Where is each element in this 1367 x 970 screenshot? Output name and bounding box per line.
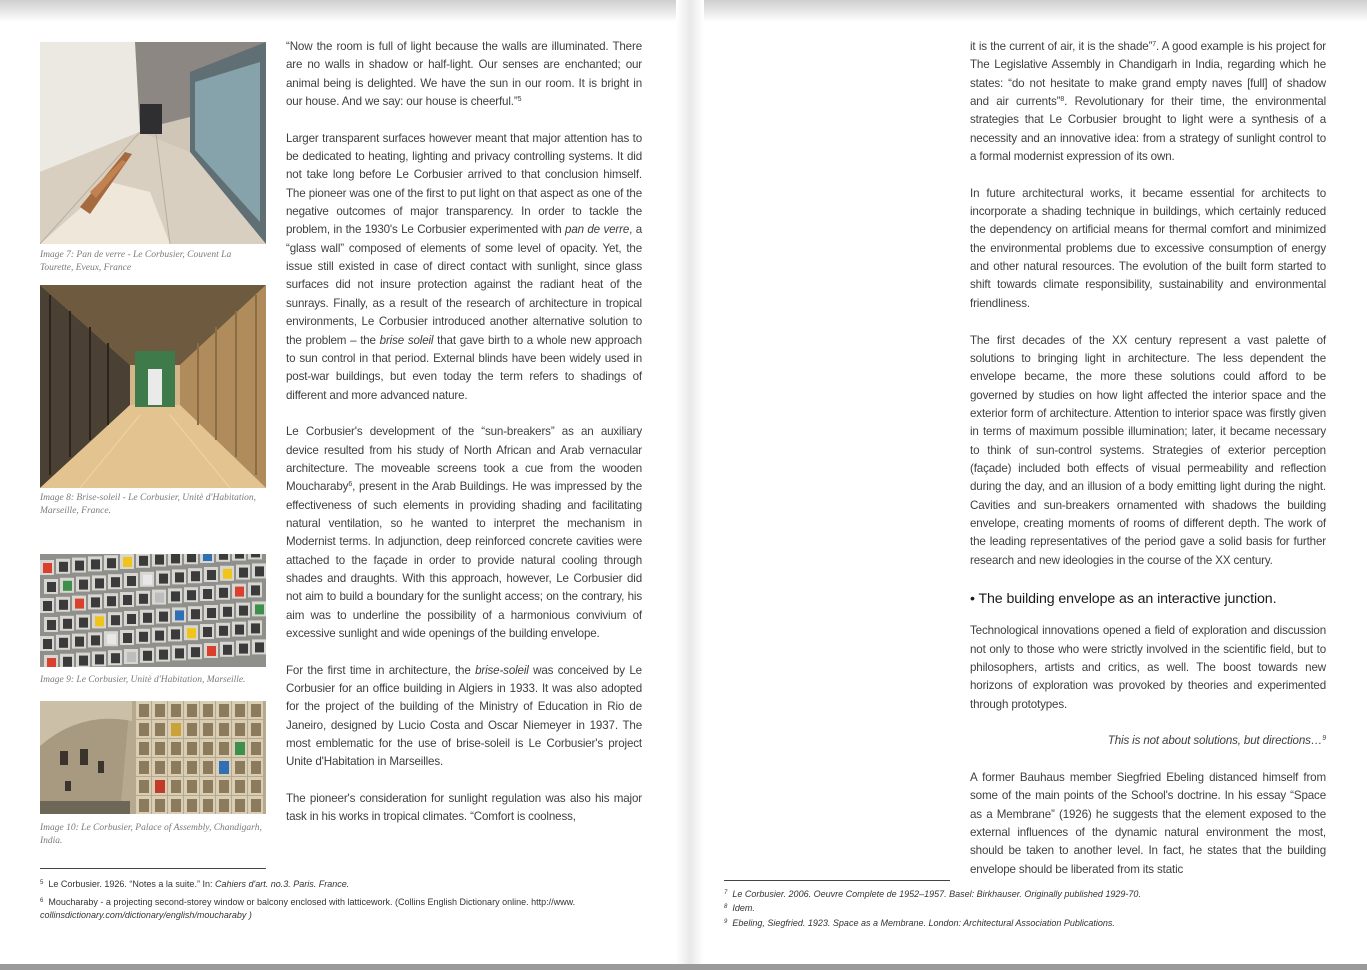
caption-image-8: Image 8: Brise-soleil - Le Corbusier, Unitè d'Habitation, Marseille, France. bbox=[40, 493, 257, 516]
paragraph: The pioneer's consideration for sunlight regulation was also his major task in his works in tropical climates. “Comfort is coolness, bbox=[286, 792, 642, 824]
epigraph-quote: This is not about solutions, but directions…$^9$ bbox=[1107, 734, 1326, 748]
paragraph: For the first time in architecture, the brise-soleil was conceived by Le Corbusier for an office building in Algiers in 1933. It was also adopted for the project of the building of the Ministry of Education in Rio de Janeiro, designed by Lucio Costa and Oscar Niemeyer in 1937. The most emblematic for the use of brise-soleil is Le Corbusier's project Unite d'Habitation in Marseilles. bbox=[286, 663, 642, 769]
paragraph: Technological innovations opened a field of exploration and discussion not only to those who were strictly involved in the scientific field, but to philosophers, artists and critics, as well. The boost towards new horizons of exploration was provoked by theories and experimented through prototypes. bbox=[970, 624, 1326, 711]
book-spine bbox=[676, 0, 704, 964]
footnote-ref: 6 bbox=[348, 481, 353, 489]
caption-image-7: Image 7: Pan de verre - Le Corbusier, Couvent La Tourette, Eveux, France bbox=[40, 250, 232, 273]
paragraph: it is the current of air, it is the shade”$^7$. A good example is his project for The Legislative Assembly in Chandigarh in India, regarding which he states: “do not hesitate to make grand empty naves [full] of shadow and air currents”$^8$. Revolutionary for their time, the environmental strategies that Le Corbusier brought to light were a synthesis of a necessity and an innovative idea: from a strategy of sunlight control to a formal modernist expression of its own. bbox=[970, 40, 1326, 164]
photo-la-tourette-corridor bbox=[40, 42, 266, 244]
paragraph: Le Corbusier's development of the “sun-breakers” as an auxiliary device resulted from his study of North African and Arab vernacular architecture. The moveable screens took a cue from the wooden Moucharaby$^6$, present in the Arab Buildings. He was impressed by the effectiveness of such elements in providing shading and facilitating natural ventilation, so he wanted to interpret the mechanism in Modernist terms. In adjunction, deep reinforced concrete cavities were attached to the façade in order to provide natural cooling through shades and draughts. With this approach, however, Le Corbusier did not aim to build a boundary for the sunlight access; on the contrary, his aim was to underline the possibility of a harmonious convivium of excessive sunlight and wide openings of the building envelope. bbox=[286, 425, 642, 640]
caption-image-10: Image 10: Le Corbusier, Palace of Assembly, Chandigarh, India. bbox=[40, 823, 262, 846]
paragraph: “Now the room is full of light because the walls are illuminated. There are no walls in shadow or half-light. Our senses are enchanted; our animal being is delighted. We have the sun in our room. It is bright in our house. And we say: our house is cheerful.”$^5$ bbox=[286, 40, 642, 109]
footnote-5: $^5$ Le Corbusier. 1926. “Notes a la suite.” In: Cahiers d'art. no.3. Paris. France. bbox=[40, 879, 350, 889]
paragraph: A former Bauhaus member Siegfried Ebeling distanced himself from some of the main points of the School's doctrine. In his essay “Space as a Membrane” (1926) he suggests that the element exposed to the external influences of the dynamic natural environment the most, should be taken to another level. In fact, he states that the building envelope should be liberated from its static bbox=[970, 771, 1326, 876]
footnote-6: $^6$ Moucharaby - a projecting second-storey window or balcony enclosed with latticework. (Collins English Dictionary online. http://www. collinsdictionary.com/dictionary/english/moucharaby ) bbox=[40, 897, 576, 920]
paragraph: The first decades of the XX century represent a vast palette of solutions to bringing light in architecture. The less dependent the envelope became, the more these solutions could afford to be governed by studies on how light affected the interior space and the exterior form of architecture. Attention to interior space was firstly given in terms of maximum possible illumination; later, it became necessary to think of sun-control systems. Strategies of exterior perception (façade) included both effects of visual permeability and reflection during the day, and an illusion of a body emitting light during the night. Cavities and sun-breakers ornamented with shadows the building envelope, creating moments of rooms of different depth. The work of the leading representatives of the period gave a solid basis for further research and new ideologies in the course of the XX century. bbox=[970, 333, 1326, 567]
footnote-divider bbox=[40, 868, 266, 869]
caption-image-9: Image 9: Le Corbusier, Unitè d'Habitation, Marseille. bbox=[40, 675, 246, 685]
footnote-8: $^8$ Idem. bbox=[724, 903, 755, 913]
footnote-ref: 5 bbox=[517, 96, 522, 104]
photo-unite-corridor bbox=[40, 285, 266, 488]
paragraph: Larger transparent surfaces however meant that major attention has to be dedicated to heating, lighting and privacy controlling systems. It did not take long before Le Corbusier arrived to that conclusion himself. The pioneer was one of the first to put light on that aspect as one of the negative outcomes of major transparency. In order to tackle the problem, in the 1930's Le Corbusier experimented with pan de verre, a “glass wall” composed of elements of some level of opacity. Yet, the issue still existed in case of direct contact with sunlight, since glass surfaces did not insure protection against the radiant heat of the sunrays. Finally, as a result of the research of architecture in tropical environments, Le Corbusier introduced another alternative solution to the problem – the brise soleil that gave birth to a whole new approach to sun control in that period. External blinds have been widely used in post-war buildings, but even today the term refers to shadings of different and more advanced nature. bbox=[286, 131, 642, 402]
right-text-column bbox=[970, 38, 1326, 897]
footnote-ref: 8 bbox=[1060, 96, 1065, 104]
bottom-edge bbox=[0, 964, 1367, 970]
left-text-column bbox=[286, 38, 642, 845]
footnote-ref: 7 bbox=[1152, 41, 1157, 48]
footnote-ref: 9 bbox=[1322, 735, 1326, 743]
footnote-9: $^9$ Ebeling, Siegfried. 1923. Space as a Membrane. London: Architectural Association Publications. bbox=[724, 918, 1115, 928]
footnote-7: $^7$ Le Corbusier. 2006. Oeuvre Complete de 1952–1957. Basel: Birkhauser. Originally published 1929-70. bbox=[724, 889, 1141, 899]
paragraph: In future architectural works, it became essential for architects to incorporate a shading technique in buildings, which certainly reduced the dependency on artificial means for thermal comfort and minimized the environmental problems due to excessive consumption of energy and other natural resources. The evolution of the built form started to shift towards climate responsibility, sustainability and environmental friendliness. bbox=[970, 186, 1326, 310]
photo-unite-facade bbox=[40, 554, 266, 667]
footnote-divider bbox=[724, 880, 950, 881]
photo-chandigarh-assembly bbox=[40, 701, 266, 814]
section-heading: • The building envelope as an interactive junction. bbox=[970, 591, 1277, 608]
